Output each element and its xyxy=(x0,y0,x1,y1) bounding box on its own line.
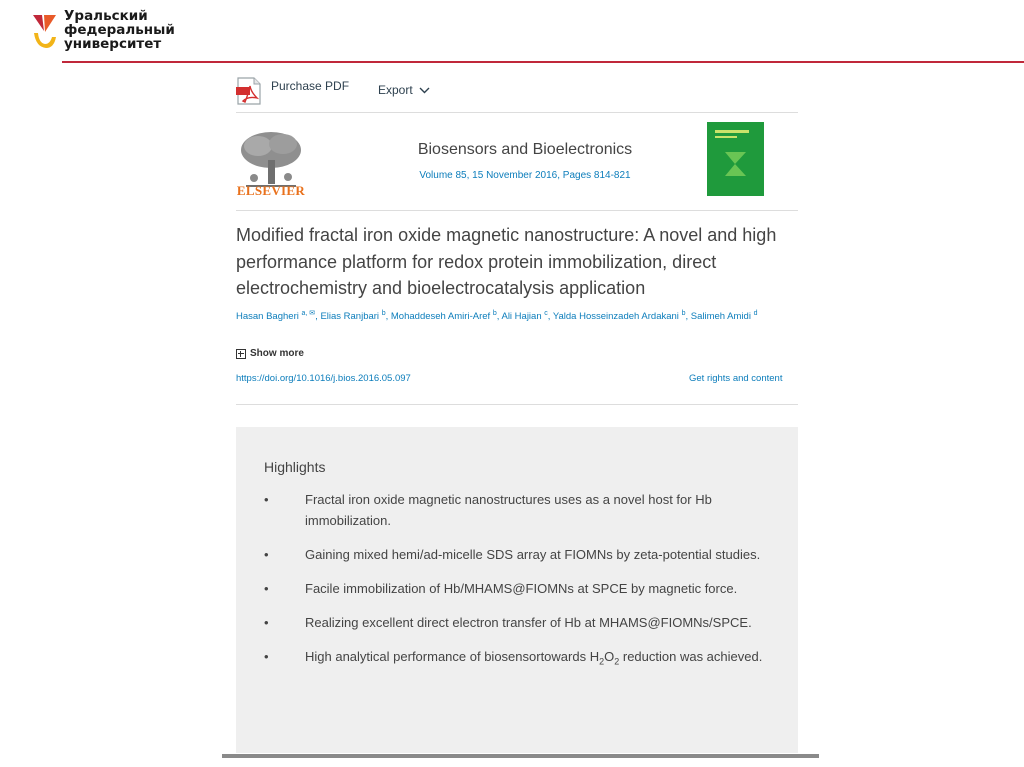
show-more-label: Show more xyxy=(250,348,304,359)
export-dropdown[interactable] xyxy=(378,83,430,97)
university-logo-icon xyxy=(30,11,58,51)
header-divider xyxy=(62,61,1024,63)
highlight-item: • Facile immobilization of Hb/MHAMS@FIOMNs at SPCE by magnetic force. xyxy=(264,578,764,599)
purchase-pdf-label: Purchase PDF xyxy=(271,79,350,93)
divider xyxy=(236,112,798,113)
purchase-pdf-button[interactable] xyxy=(236,77,349,105)
author-link[interactable]: Yalda Hosseinzadeh Ardakani $^b$ xyxy=(552,310,686,323)
journal-title[interactable]: Biosensors and Bioelectronics xyxy=(417,141,633,158)
pdf-icon xyxy=(236,77,262,105)
divider xyxy=(236,404,798,405)
journal-cover-thumbnail[interactable] xyxy=(707,122,764,196)
university-name xyxy=(64,9,175,51)
author-list: Hasan Bagheri $^{a, ✉}$, Elias Ranjbari $^b$, Mohaddeseh Amiri-Aref $^b$, Ali Hajian $^c$, Yalda Hosseinzadeh Ardakani $^b$, Salimeh Amidi $^d$ xyxy=(236,310,758,323)
highlight-item: • High analytical performance of biosensortowards $H_2O_2$ reduction was achieved. xyxy=(264,646,764,673)
journal-volume-info[interactable]: Volume 85, 15 November 2016, Pages 814-821 xyxy=(419,170,631,181)
highlights-list xyxy=(264,489,764,686)
divider xyxy=(236,210,798,211)
highlight-item: • Fractal iron oxide magnetic nanostructures uses as a novel host for Hb immobilization. xyxy=(264,489,764,531)
author-link[interactable]: Hasan Bagheri $^{a, ✉}$ xyxy=(236,310,316,323)
university-name-line: федеральный xyxy=(64,22,175,38)
article-title: Modified fractal iron oxide magnetic nanostructure: A novel and high performance platform for redox protein immobilization, direct electrochemistry and bioelectrocatalysis application xyxy=(236,225,777,298)
elsevier-wordmark: ELSEVIER xyxy=(236,183,306,198)
highlights-title: Highlights xyxy=(264,459,326,475)
screenshot-bottom-border xyxy=(222,754,819,758)
author-link[interactable]: Mohaddeseh Amiri-Aref $^b$ xyxy=(390,310,497,323)
get-rights-link[interactable]: Get rights and content xyxy=(689,373,783,384)
expand-plus-icon xyxy=(236,349,246,359)
article-toolbar xyxy=(236,77,806,107)
highlights-panel xyxy=(236,427,798,753)
author-link[interactable]: Elias Ranjbari $^b$ xyxy=(320,310,386,323)
university-name-line: университет xyxy=(64,36,162,52)
export-label: Export xyxy=(378,83,413,97)
doi-link[interactable]: https://doi.org/10.1016/j.bios.2016.05.097 xyxy=(236,373,411,384)
university-name-line: Уральский xyxy=(64,8,148,24)
show-more-button[interactable] xyxy=(236,348,304,359)
highlight-item: • Realizing excellent direct electron transfer of Hb at MHAMS@FIOMNs/SPCE. xyxy=(264,612,764,633)
highlight-item: • Gaining mixed hemi/ad-micelle SDS array at FIOMNs by zeta-potential studies. xyxy=(264,544,764,565)
author-link[interactable]: Ali Hajian $^c$ xyxy=(501,310,548,323)
chevron-down-icon xyxy=(419,87,430,94)
author-link[interactable]: Salimeh Amidi $^d$ xyxy=(690,310,758,323)
